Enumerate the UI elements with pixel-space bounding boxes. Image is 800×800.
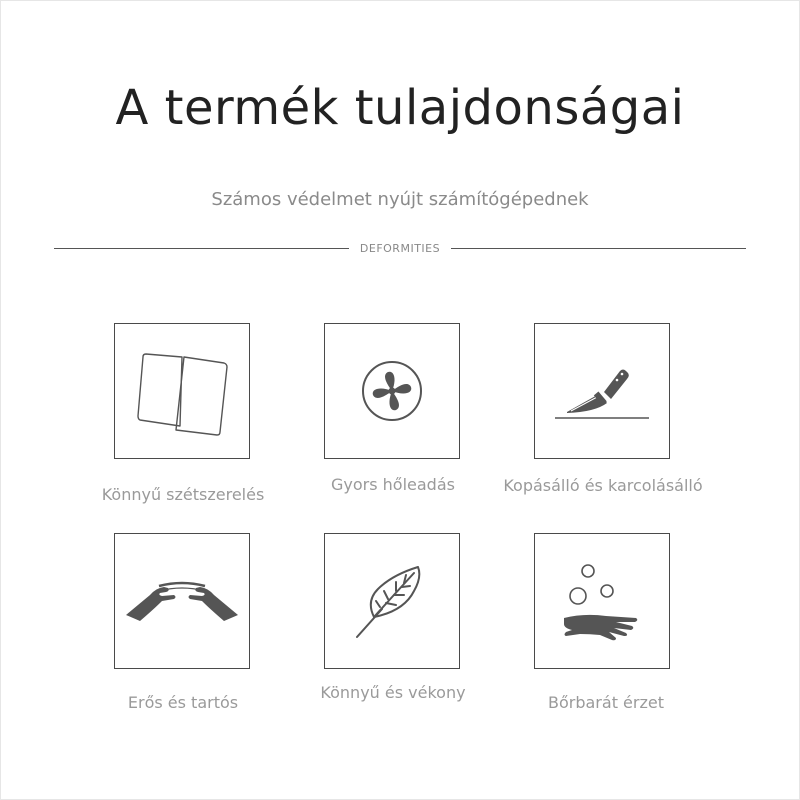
- divider-line-right: [451, 248, 746, 249]
- bending-hands-icon: [124, 571, 240, 631]
- fan-icon: [360, 359, 424, 423]
- page-title: A termék tulajdonságai: [115, 80, 685, 136]
- feature-card-fast-cooling: [324, 323, 460, 459]
- divider-line-left: [54, 248, 349, 249]
- feather-icon: [352, 561, 432, 641]
- knife-icon: [547, 356, 657, 426]
- feature-card-skin-friendly: [534, 533, 670, 669]
- feature-label-strong-durable: Erős és tartós: [127, 693, 239, 712]
- feature-label-scratch-resistant: Kopásálló és karcolásálló: [503, 476, 703, 495]
- feature-card-light-thin: [324, 533, 460, 669]
- feature-card-strong-durable: [114, 533, 250, 669]
- folded-panel-icon: [132, 346, 232, 436]
- page-subtitle: Számos védelmet nyújt számítógépednek: [211, 189, 589, 210]
- feature-label-light-thin: Könnyű és vékony: [320, 683, 466, 702]
- feature-label-fast-cooling: Gyors hőleadás: [331, 475, 455, 494]
- feature-label-skin-friendly: Bőrbarát érzet: [548, 693, 664, 712]
- feature-card-scratch-resistant: [534, 323, 670, 459]
- divider-label: DEFORMITIES: [359, 242, 441, 255]
- feature-label-easy-disassembly: Könnyű szétszerelés: [101, 485, 265, 504]
- hand-bubbles-icon: [554, 556, 650, 646]
- feature-card-easy-disassembly: [114, 323, 250, 459]
